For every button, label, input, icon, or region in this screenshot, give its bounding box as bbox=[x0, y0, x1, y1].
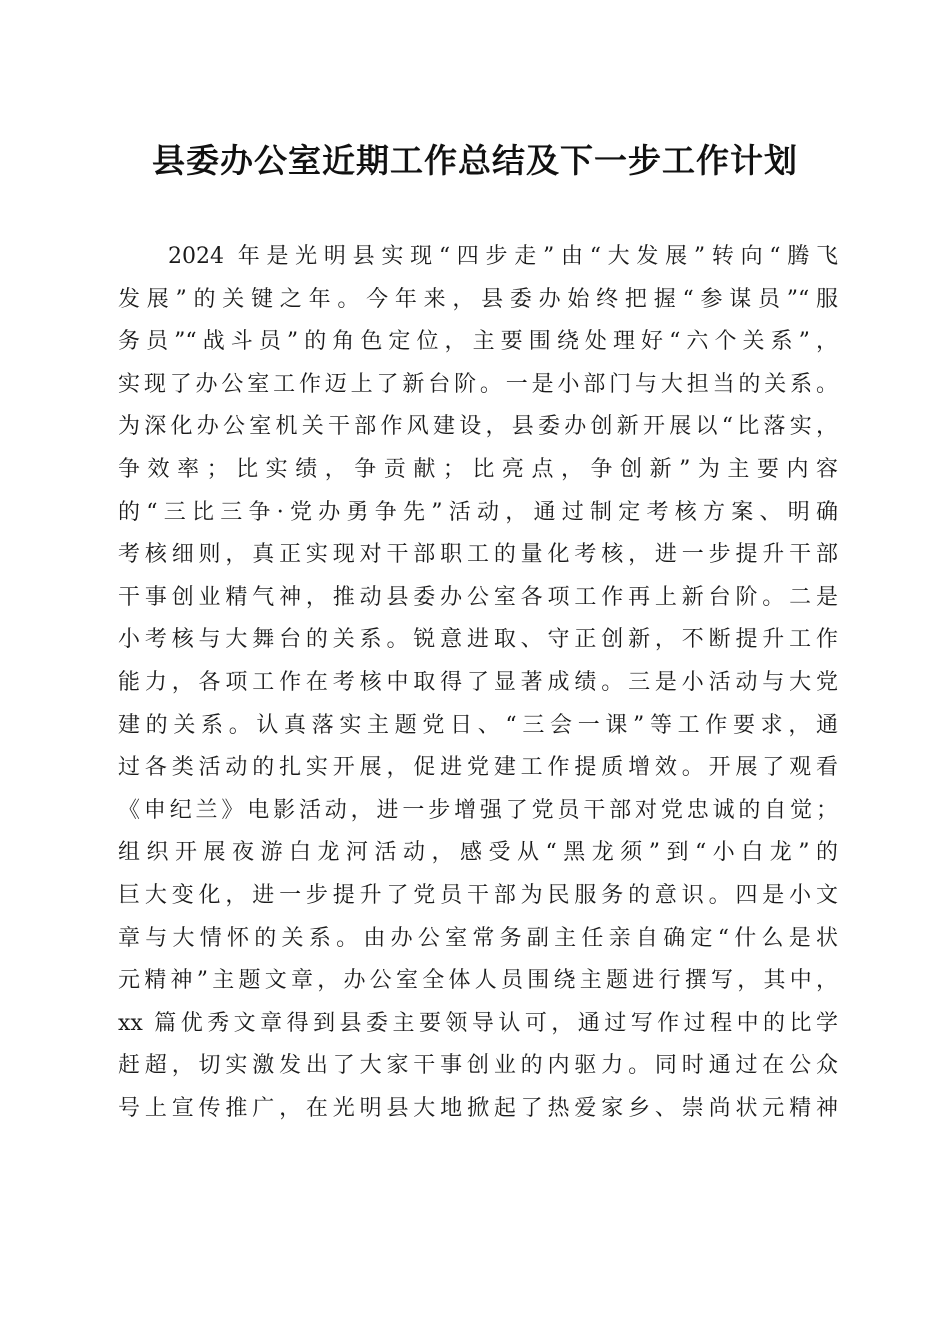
text-line-16: 巨大变化，进一步提升了党员干部为民服务的意识。四是小文 bbox=[118, 882, 838, 908]
text-line-1: 2024 年是光明县实现“四步走”由“大发展”转向“腾飞 bbox=[168, 244, 838, 269]
document-title: 县委办公室近期工作总结及下一步工作计划 bbox=[152, 141, 798, 180]
text-line-12: 建的关系。认真落实主题党日、“三会一课”等工作要求，通 bbox=[118, 712, 838, 738]
text-line-5: 为深化办公室机关干部作风建设，县委办创新开展以“比落实， bbox=[118, 414, 838, 440]
text-line-18: 元精神”主题文章，办公室全体人员围绕主题进行撰写，其中， bbox=[118, 968, 838, 994]
text-line-14: 《申纪兰》电影活动，进一步增强了党员干部对党忠诚的自觉； bbox=[118, 797, 838, 823]
text-line-10: 小考核与大舞台的关系。锐意进取、守正创新，不断提升工作 bbox=[118, 627, 838, 653]
text-line-17: 章与大情怀的关系。由办公室常务副主任亲自确定“什么是状 bbox=[118, 925, 838, 951]
text-line-21: 号上宣传推广，在光明县大地掀起了热爱家乡、崇尚状元精神 bbox=[118, 1095, 838, 1121]
text-line-7: 的“三比三争·党办勇争先”活动，通过制定考核方案、明确 bbox=[118, 499, 838, 525]
text-line-2: 发展”的关键之年。今年来，县委办始终把握“参谋员”“服 bbox=[118, 286, 838, 312]
text-line-3: 务员”“战斗员”的角色定位，主要围绕处理好“六个关系”， bbox=[118, 329, 838, 355]
text-line-13: 过各类活动的扎实开展，促进党建工作提质增效。开展了观看 bbox=[118, 755, 838, 781]
text-line-9: 干事创业精气神，推动县委办公室各项工作再上新台阶。二是 bbox=[118, 584, 838, 610]
text-line-6: 争效率；比实绩，争贡献；比亮点，争创新”为主要内容 bbox=[118, 456, 838, 482]
text-line-8: 考核细则，真正实现对干部职工的量化考核，进一步提升干部 bbox=[118, 542, 838, 568]
text-line-4: 实现了办公室工作迈上了新台阶。一是小部门与大担当的关系。 bbox=[118, 371, 838, 397]
text-line-20: 赶超，切实激发出了大家干事创业的内驱力。同时通过在公众 bbox=[118, 1053, 838, 1079]
document-body bbox=[118, 236, 838, 1130]
text-line-15: 组织开展夜游白龙河活动，感受从“黑龙须”到“小白龙”的 bbox=[118, 840, 838, 866]
text-line-11: 能力，各项工作在考核中取得了显著成绩。三是小活动与大党 bbox=[118, 669, 838, 695]
text-line-19: xx 篇优秀文章得到县委主要领导认可，通过写作过程中的比学 bbox=[118, 1010, 838, 1036]
